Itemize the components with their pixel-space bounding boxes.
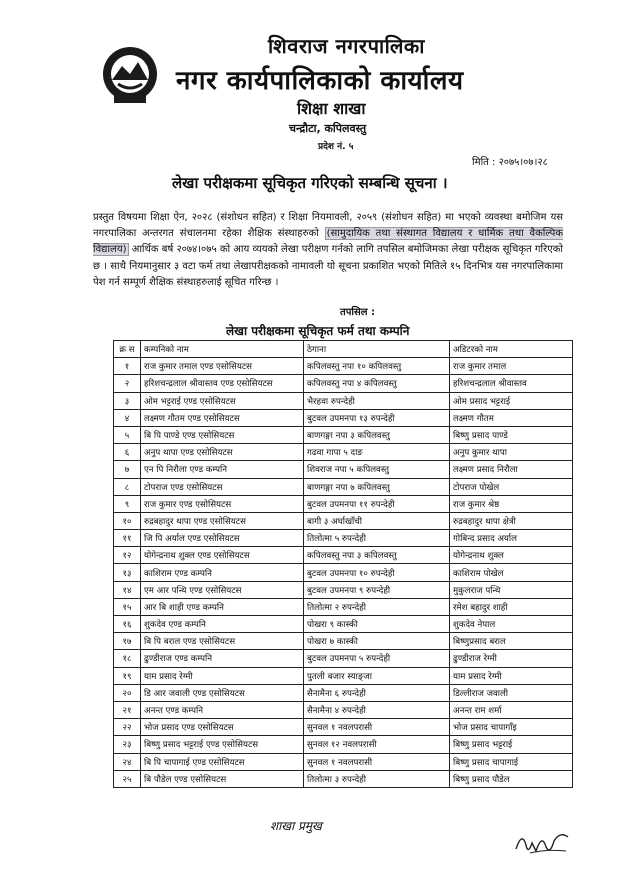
row-serial: ९ [114,495,141,512]
table-row [114,650,573,667]
row-auditor: रुद्रबहादुर थापा क्षेत्री [450,512,573,529]
row-company: डि आर जवाली एण्ड एसोसियटस [141,684,304,701]
table-row [114,461,573,478]
tapasil-label: तपसिल : [340,307,375,318]
row-serial: १८ [114,650,141,667]
row-address: बाणगङ्गा नपा ७ कपिलवस्तु [304,478,450,495]
row-serial: २३ [114,736,141,753]
row-company: बिष्णु प्रसाद भट्टराई एण्ड एसोसियटस [141,736,304,753]
notice-date: मिति : २०७५।०७।२८ [472,157,548,168]
header-address: ठेगाना [304,341,450,358]
section-name: शिक्षा शाखा [297,99,366,118]
row-auditor: योगेन्द्रनाथ शुक्ल [450,547,573,564]
row-company: राज कुमार तमाल एण्ड एसोसियटस [141,358,304,375]
row-auditor: रमेश बहादुर शाही [450,598,573,615]
notice-subject: लेखा परीक्षकमा सूचिकृत गरिएको सम्बन्धि सूचना । [172,174,448,192]
row-company: आर बि शाही एण्ड कम्पनि [141,598,304,615]
row-serial: २ [114,375,141,392]
row-serial: ११ [114,530,141,547]
row-auditor: मुकुलराज पन्थि [450,581,573,598]
table-row [114,719,573,736]
row-company: रुद्रबहादुर थापा एण्ड एसोसियटस [141,512,304,529]
table-row [114,770,573,787]
row-company: एन पि निरौला एण्ड कम्पनि [141,461,304,478]
row-address: बुटवल उपमनपा ५ रुपन्देही [304,650,450,667]
row-company: काशिराम एण्ड कम्पनि [141,564,304,581]
row-serial: २० [114,684,141,701]
row-auditor: राज कुमार तमाल [450,358,573,375]
row-company: एम आर पन्थि एण्ड एसोसियटस [141,581,304,598]
row-serial: ५ [114,426,141,443]
row-company: ओम भट्टराई एण्ड एसोसियटस [141,392,304,409]
row-address: बुटवल उपमनपा ११ रुपन्देही [304,495,450,512]
office-location: चन्द्रौटा, कपिलवस्तु [289,122,367,135]
row-auditor: काशिराम पोखेल [450,564,573,581]
row-serial: १९ [114,667,141,684]
body-part-1: प्रस्तुत विषयमा शिक्षा ऐन, २०२८ (संशोधन सहित) र शिक्षा नियमावली, २०५९ (संशोधन सहित) मा भएको व्यवस्था बमोजिम यस नगरपालिका अन्तरगत संचालनमा रहेका शैक्षिक संस्थाहरुको [93,212,563,240]
row-address: पुतली बजार स्याङ्जा [304,667,450,684]
row-address: बुटवल उपमनपा १३ रुपन्देही [304,409,450,426]
row-serial: १५ [114,598,141,615]
row-address: बाणगङ्गा नपा ३ कपिलवस्तु [304,426,450,443]
row-serial: १२ [114,547,141,564]
row-auditor: हरिशचन्द्रलाल श्रीवास्तव [450,375,573,392]
row-company: याम प्रसाद रेग्मी [141,667,304,684]
row-auditor: ओम प्रसाद भट्टराई [450,392,573,409]
row-company: हरिशचन्द्रलाल श्रीवास्तव एण्ड एसोसियटस [141,375,304,392]
table-title: लेखा परीक्षकमा सूचिकृत फर्म तथा कम्पनि [226,324,410,338]
table-row [114,409,573,426]
row-company: भोज प्रसाद एण्ड एसोसियटस [141,719,304,736]
row-serial: १० [114,512,141,529]
office-name: नगर कार्यपालिकाको कार्यालय [176,66,464,96]
row-address: बुटवल उपमनपा ९ रुपन्देही [304,581,450,598]
row-serial: २१ [114,701,141,718]
row-company: शुकदेव एण्ड कम्पनि [141,616,304,633]
row-serial: २४ [114,753,141,770]
row-auditor: डिल्लीराज जवाली [450,684,573,701]
table-row [114,684,573,701]
header-serial: क्र स [114,341,141,358]
row-address: सुनवल १ नवलपरासी [304,719,450,736]
row-address: पोखरा ७ कास्की [304,633,450,650]
row-auditor: गोबिन्द प्रसाद अर्याल [450,530,573,547]
row-serial: ३ [114,392,141,409]
row-auditor: बिष्णु प्रसाद भट्टराई [450,736,573,753]
row-company: बि पि पाण्डे एण्ड एसोसियटस [141,426,304,443]
row-auditor: अनन्त राम शर्मा [450,701,573,718]
notice-body [93,210,563,291]
government-emblem-icon [100,44,160,106]
table-row [114,701,573,718]
header-auditor: अडिटरको नाम [450,341,573,358]
header-company: कम्पनिको नाम [141,341,304,358]
row-serial: ४ [114,409,141,426]
row-address: तिलोत्मा ५ रुपन्देही [304,530,450,547]
row-serial: ७ [114,461,141,478]
row-auditor: बिष्णु प्रसाद पाण्डे [450,426,573,443]
row-company: बि पौडेल एण्ड एसोसियटस [141,770,304,787]
row-company: ढुण्डीराज एण्ड कम्पनि [141,650,304,667]
row-company: योगेन्द्रनाथ शुक्ल एण्ड एसोसियटस [141,547,304,564]
table-row [114,616,573,633]
table-row [114,444,573,461]
row-serial: २२ [114,719,141,736]
table-row [114,581,573,598]
table-row [114,753,573,770]
row-address: तिलोत्मा २ रुपन्देही [304,598,450,615]
row-auditor: राज कुमार श्रेष्ठ [450,495,573,512]
row-auditor: भोज प्रसाद चापागाँइ [450,719,573,736]
row-address: सुनवल १ नवलपरासी [304,753,450,770]
row-company: बि पि चापागाई एण्ड एसोसियटस [141,753,304,770]
province-number: प्रदेश नं. ५ [318,142,354,152]
table-row [114,358,573,375]
row-auditor: लक्ष्मण प्रसाद निरौला [450,461,573,478]
row-company: टोपराज एण्ड एसोसियटस [141,478,304,495]
row-auditor: टोपराज पोखेल [450,478,573,495]
table-row [114,633,573,650]
row-auditor: ढुण्डीराज रेग्मी [450,650,573,667]
row-address: तिलोत्मा ३ रुपन्देही [304,770,450,787]
row-address: सैनामैना ४ रुपन्देही [304,701,450,718]
row-auditor: लक्ष्मण गौतम [450,409,573,426]
table-row [114,426,573,443]
row-serial: ८ [114,478,141,495]
table-row [114,495,573,512]
row-address: सुनवल १२ नवलपरासी [304,736,450,753]
table-row [114,598,573,615]
row-auditor: बिष्णु प्रसाद पौडेल [450,770,573,787]
row-auditor: बिष्णु प्रसाद चापागाई [450,753,573,770]
row-address: बागी ३ अर्घाखाँची [304,512,450,529]
row-address: कपिलवस्तु नपा ४ कपिलवस्तु [304,375,450,392]
row-address: बुटवल उपमनपा १० रुपन्देही [304,564,450,581]
row-company: अनुप थापा एण्ड एसोसियटस [141,444,304,461]
row-serial: १ [114,358,141,375]
row-auditor: शुकदेव नेपाल [450,616,573,633]
row-auditor: याम प्रसाद रेग्मी [450,667,573,684]
row-serial: १४ [114,581,141,598]
table-row [114,478,573,495]
row-serial: ६ [114,444,141,461]
auditor-table [113,340,573,788]
row-address: पोखरा ९ कास्की [304,616,450,633]
row-address: सैनामैना ६ रुपन्देही [304,684,450,701]
row-address: शिवराज नपा ५ कपिलवस्तु [304,461,450,478]
table-body [114,358,573,788]
section-chief-signature: शाखा प्रमुख [270,819,322,833]
body-highlight: (सामुदायिक तथा संस्थागत विद्यालय र धार्मिक तथा वैकल्पिक विद्यालय) [93,228,563,256]
row-address: कपिलवस्तु नपा १० कपिलवस्तु [304,358,450,375]
row-address: कपिलवस्तु नपा ३ कपिलवस्तु [304,547,450,564]
row-serial: २५ [114,770,141,787]
row-address: भैरहवा रुपन्देही [304,392,450,409]
row-serial: १७ [114,633,141,650]
body-part-2: आर्थिक बर्ष २०७४।०७५ को आय व्ययको लेखा परीक्षण गर्नको लागि तपसिल बमोजिमका लेखा परीक्षक सूचिकृत गरिएको छ । साथै नियमानुसार ३ वटा फर्म तथा लेखापरीक्षकको नामावली यो सूचना प्रकाशित भएको मितिले १५ दिनभित्र यस नगरपालिकामा पेश गर्न सम्पूर्ण शैक्षिक संस्थाहरुलाई सूचित गरिन्छ । [93,244,563,288]
row-company: राज कुमार एण्ड एसोसियटस [141,495,304,512]
signature-icon [512,825,572,859]
table-row [114,667,573,684]
table-row [114,736,573,753]
municipality-name: शिवराज नगरपालिका [268,34,425,58]
row-auditor: बिष्णुप्रसाद बराल [450,633,573,650]
table-row [114,375,573,392]
table-row [114,530,573,547]
row-company: लक्ष्मण गौतम एण्ड एसोसियटस [141,409,304,426]
table-row [114,564,573,581]
table-row [114,512,573,529]
row-company: जि पि अर्याल एण्ड एसोसियटस [141,530,304,547]
row-serial: १६ [114,616,141,633]
table-header-row [114,341,573,358]
row-company: अनन्त एण्ड कम्पनि [141,701,304,718]
row-address: गढवा गापा ५ दाङ [304,444,450,461]
row-serial: १३ [114,564,141,581]
table-row [114,547,573,564]
row-auditor: अनुप कुमार थापा [450,444,573,461]
table-row [114,392,573,409]
row-company: बि पि बराल एण्ड एसोसियटस [141,633,304,650]
